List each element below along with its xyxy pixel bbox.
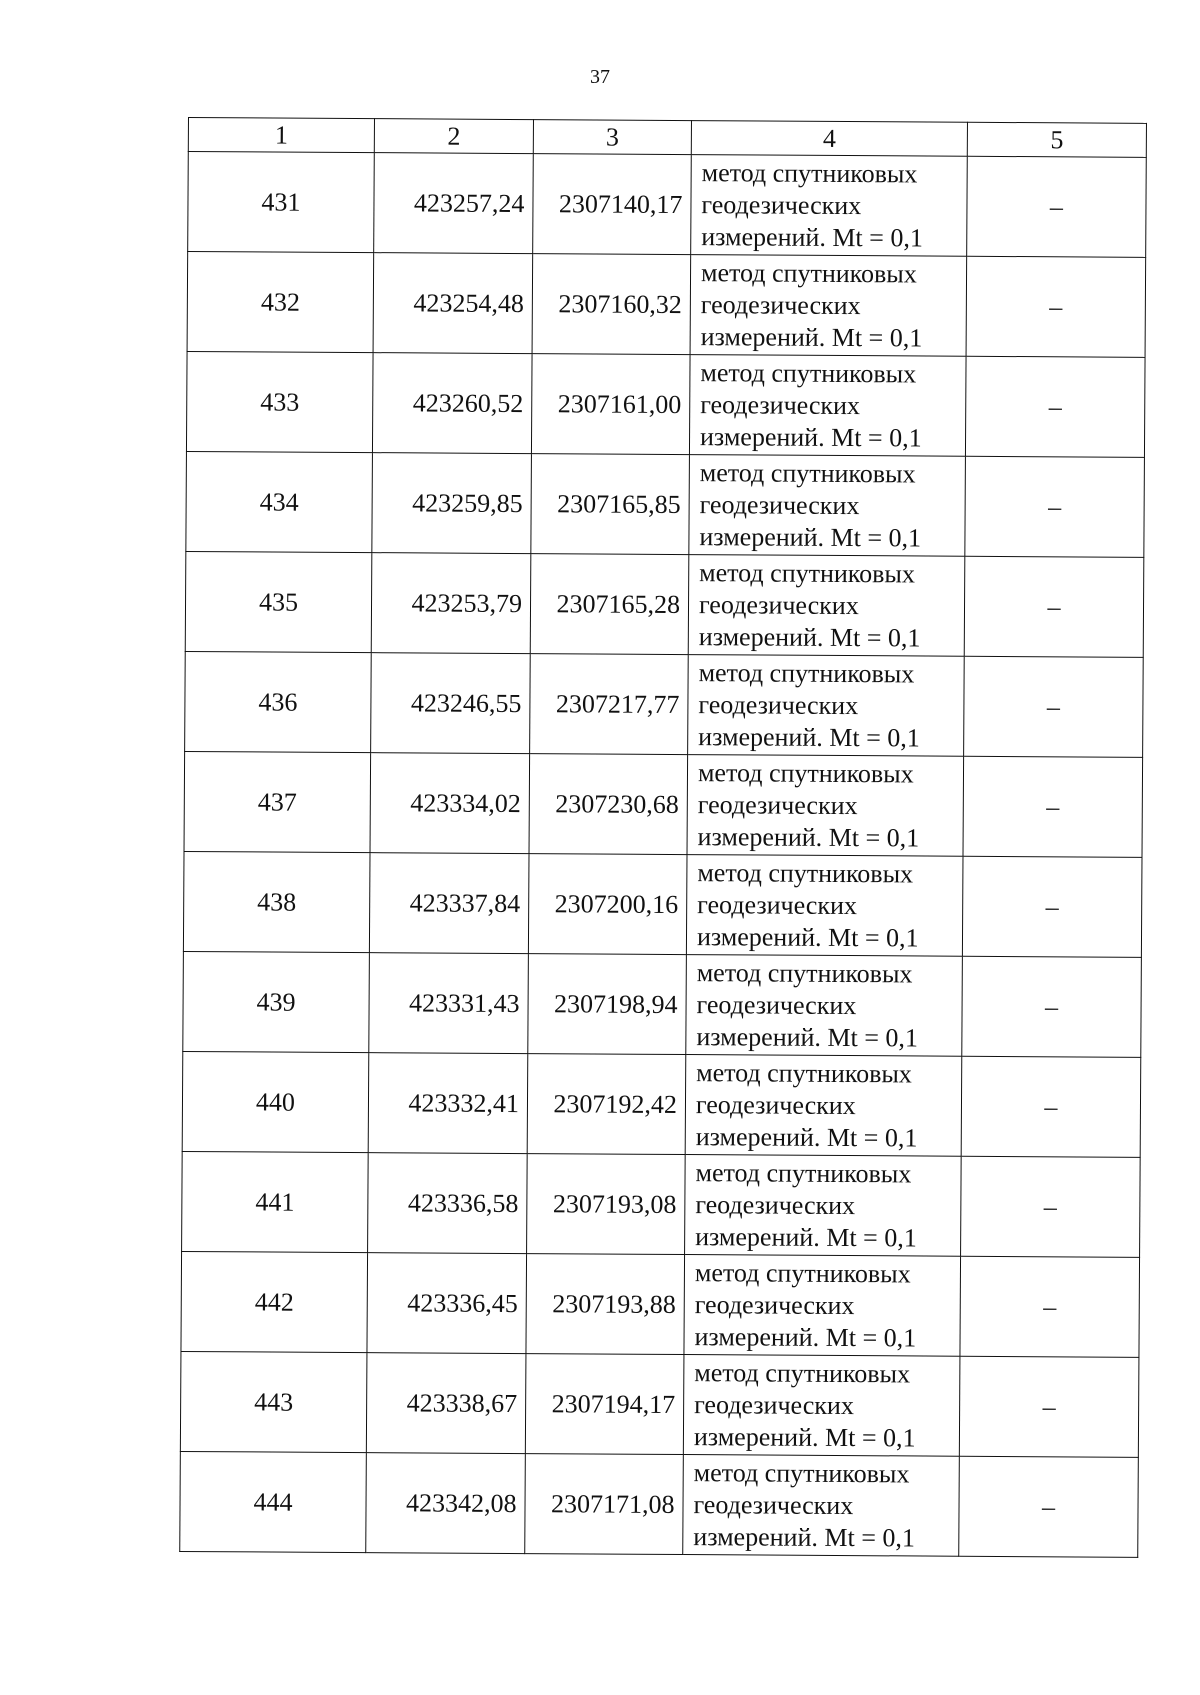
method-line-2: геодезических — [694, 1289, 855, 1320]
point-number: 438 — [183, 851, 370, 952]
coordinate-y: 2307160,32 — [532, 254, 691, 355]
method-line-3: измерений. Mt = 0,1 — [697, 821, 920, 852]
point-number: 444 — [180, 1451, 367, 1552]
method-line-2: геодезических — [700, 389, 861, 420]
table-row — [186, 351, 1145, 457]
header-col-2: 2 — [374, 119, 533, 154]
method-line-2: геодезических — [698, 589, 859, 620]
coordinate-y: 2307193,88 — [526, 1254, 685, 1355]
coordinate-y: 2307171,08 — [525, 1454, 684, 1555]
method-line-2: геодезических — [693, 1489, 854, 1520]
coordinate-y: 2307217,77 — [530, 654, 689, 755]
method-line-3: измерений. Mt = 0,1 — [698, 621, 921, 652]
method-line-3: измерений. Mt = 0,1 — [694, 1321, 917, 1352]
header-col-1: 1 — [188, 118, 374, 153]
method-line-3: измерений. Mt = 0,1 — [693, 1421, 916, 1452]
table-row — [185, 551, 1144, 657]
method-line-3: измерений. Mt = 0,1 — [700, 321, 923, 352]
note: – — [964, 656, 1144, 757]
coordinate-x: 423338,67 — [366, 1353, 526, 1454]
table-row — [182, 1151, 1141, 1257]
coordinate-y: 2307192,42 — [527, 1054, 686, 1155]
method-line-1: метод спутниковых — [699, 457, 916, 488]
point-number: 439 — [183, 951, 370, 1052]
coordinate-y: 2307230,68 — [529, 754, 688, 855]
method-line-2: геодезических — [701, 189, 862, 220]
table-row — [180, 1351, 1139, 1457]
method-description — [685, 1055, 962, 1157]
coordinate-y: 2307200,16 — [528, 854, 687, 955]
coordinate-x: 423337,84 — [369, 853, 529, 954]
method-description — [683, 1455, 960, 1557]
method-line-3: измерений. Mt = 0,1 — [695, 1221, 917, 1252]
coordinate-x: 423257,24 — [374, 153, 534, 254]
method-description — [686, 955, 963, 1057]
method-description — [691, 155, 968, 257]
method-line-1: метод спутниковых — [697, 857, 914, 888]
coordinate-x: 423334,02 — [370, 753, 530, 854]
method-line-1: метод спутниковых — [700, 257, 917, 288]
note: – — [962, 856, 1142, 957]
coordinate-y: 2307140,17 — [533, 154, 692, 255]
coordinate-y: 2307194,17 — [525, 1354, 684, 1455]
method-line-1: метод спутниковых — [698, 657, 915, 688]
method-line-1: метод спутниковых — [696, 1057, 912, 1088]
method-description — [683, 1355, 960, 1457]
method-description — [684, 1255, 961, 1357]
coordinates-table — [179, 117, 1147, 1558]
note: – — [964, 556, 1144, 657]
method-line-1: метод спутниковых — [695, 1157, 912, 1188]
coordinate-x: 423259,85 — [372, 453, 532, 554]
method-description — [689, 455, 966, 557]
method-line-2: геодезических — [699, 489, 860, 520]
method-line-3: измерений. Mt = 0,1 — [696, 1021, 919, 1052]
method-description — [688, 555, 965, 657]
method-line-3: измерений. Mt = 0,1 — [699, 421, 922, 452]
note: – — [965, 456, 1145, 557]
point-number: 441 — [182, 1151, 369, 1252]
method-description — [685, 1155, 962, 1257]
point-number: 434 — [186, 451, 373, 552]
coordinate-x: 423253,79 — [371, 553, 531, 654]
table-header — [188, 118, 1146, 158]
note: – — [963, 756, 1143, 857]
note: – — [959, 1456, 1139, 1557]
coordinate-x: 423342,08 — [366, 1453, 526, 1554]
table-row — [183, 851, 1142, 957]
header-col-5: 5 — [967, 122, 1146, 157]
method-line-2: геодезических — [697, 789, 858, 820]
method-line-2: геодезических — [697, 889, 858, 920]
method-line-2: геодезических — [700, 289, 861, 320]
table-row — [184, 751, 1143, 857]
method-description — [688, 655, 965, 757]
method-description — [689, 355, 966, 457]
coordinate-x: 423260,52 — [372, 353, 532, 454]
coordinate-x: 423331,43 — [369, 953, 529, 1054]
coordinate-x: 423254,48 — [373, 253, 533, 354]
coordinate-x: 423246,55 — [371, 653, 531, 754]
method-line-3: измерений. Mt = 0,1 — [693, 1521, 916, 1552]
point-number: 443 — [180, 1351, 367, 1452]
note: – — [967, 156, 1147, 257]
point-number: 433 — [186, 351, 373, 452]
method-line-2: геодезических — [695, 1189, 856, 1220]
method-description — [687, 755, 964, 857]
note: – — [965, 356, 1145, 457]
note: – — [966, 256, 1146, 357]
coordinate-y: 2307165,85 — [531, 454, 690, 555]
table-body — [180, 152, 1147, 1558]
coordinate-y: 2307161,00 — [531, 354, 690, 455]
coordinate-x: 423336,58 — [368, 1153, 528, 1254]
method-description — [686, 855, 963, 957]
coordinate-x: 423332,41 — [368, 1053, 528, 1154]
point-number: 440 — [182, 1051, 369, 1152]
method-line-2: геодезических — [696, 989, 857, 1020]
point-number: 442 — [181, 1251, 368, 1352]
header-col-4: 4 — [691, 121, 967, 157]
method-line-3: измерений. Mt = 0,1 — [696, 921, 919, 952]
method-line-3: измерений. Mt = 0,1 — [701, 221, 923, 252]
coordinate-x: 423336,45 — [367, 1253, 527, 1354]
table-row — [188, 152, 1147, 258]
point-number: 437 — [184, 751, 371, 852]
method-line-1: метод спутниковых — [696, 957, 913, 988]
table-row — [183, 951, 1142, 1057]
point-number: 431 — [188, 152, 375, 253]
method-description — [690, 255, 967, 357]
table-row — [181, 1251, 1140, 1357]
method-line-1: метод спутниковых — [699, 557, 916, 588]
method-line-2: геодезических — [698, 689, 859, 720]
coordinate-y: 2307198,94 — [528, 954, 687, 1055]
point-number: 435 — [185, 551, 372, 652]
method-line-2: геодезических — [694, 1389, 854, 1420]
table-row — [186, 451, 1145, 557]
note: – — [961, 1056, 1141, 1157]
method-line-3: измерений. Mt = 0,1 — [695, 1121, 918, 1152]
note: – — [962, 956, 1142, 1057]
method-line-3: измерений. Mt = 0,1 — [699, 521, 922, 552]
table-row — [180, 1451, 1139, 1557]
point-number: 436 — [185, 651, 372, 752]
table-row — [182, 1051, 1141, 1157]
method-line-1: метод спутниковых — [694, 1257, 911, 1288]
header-col-3: 3 — [533, 120, 691, 155]
note: – — [961, 1156, 1141, 1257]
point-number: 432 — [187, 252, 374, 353]
method-line-1: метод спутниковых — [694, 1357, 911, 1388]
note: – — [960, 1256, 1140, 1357]
method-line-1: метод спутниковых — [693, 1457, 910, 1488]
table-row — [185, 651, 1144, 757]
method-line-1: метод спутниковых — [701, 157, 918, 188]
page-number: 37 — [590, 66, 610, 88]
method-line-1: метод спутниковых — [700, 357, 917, 388]
note: – — [959, 1356, 1139, 1457]
table-row — [187, 252, 1146, 358]
method-line-1: метод спутниковых — [697, 757, 914, 788]
header-row — [188, 118, 1146, 158]
method-line-3: измерений. Mt = 0,1 — [698, 721, 920, 752]
coordinate-y: 2307193,08 — [527, 1154, 686, 1255]
coordinate-y: 2307165,28 — [530, 554, 689, 655]
method-line-2: геодезических — [695, 1089, 856, 1120]
